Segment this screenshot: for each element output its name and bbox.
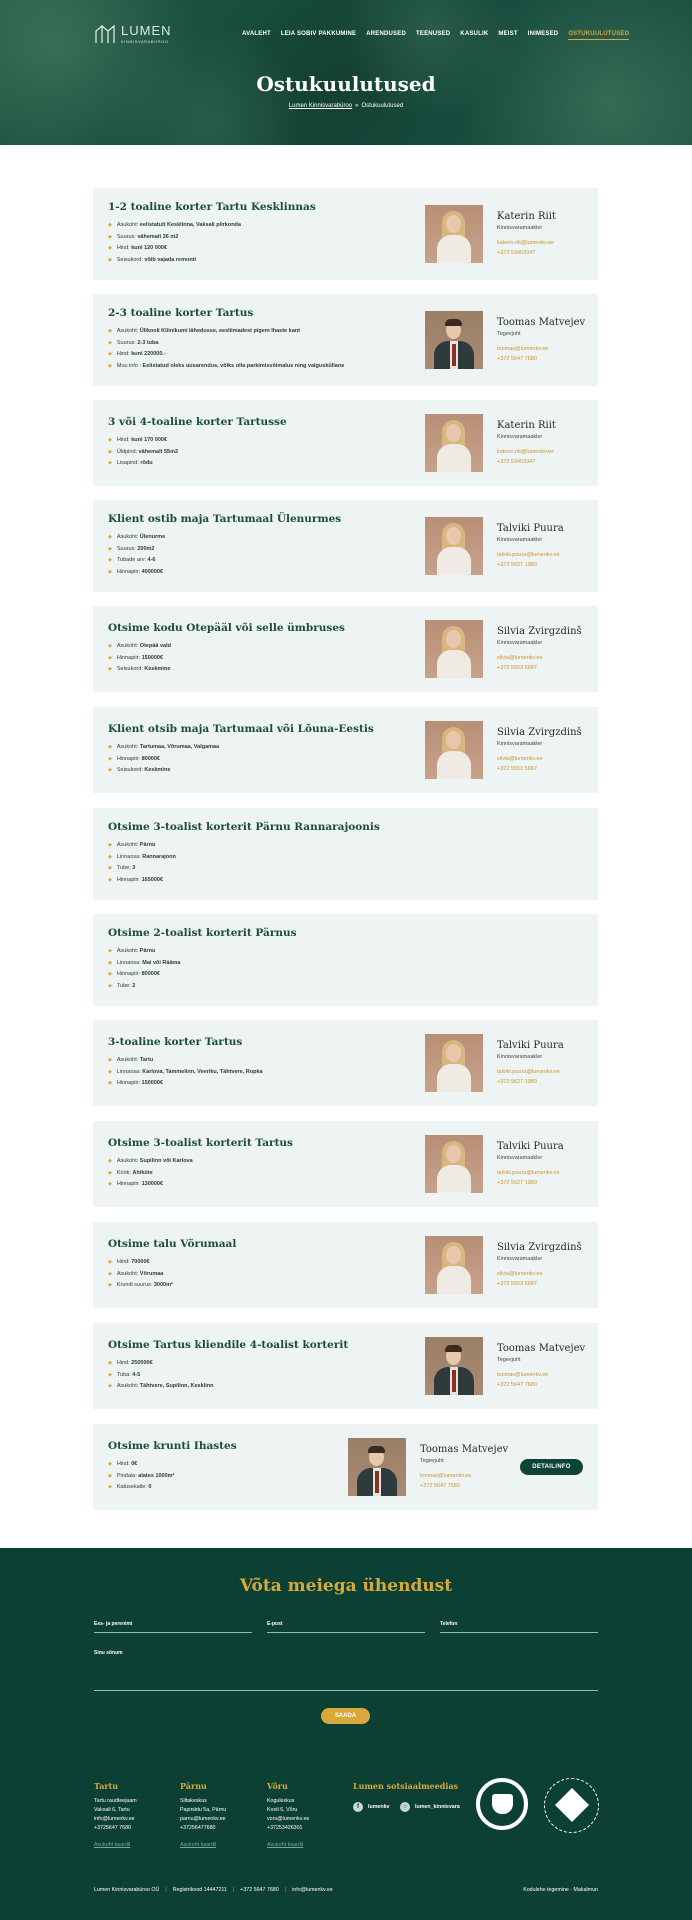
agent-photo <box>425 1135 483 1193</box>
agent-photo <box>425 311 483 369</box>
listing-card <box>93 400 598 486</box>
listing-title[interactable]: Otsime 3-toalist korterit Pärnu Rannarajoonis <box>108 821 380 833</box>
agent-phone[interactable]: +372 5647 7680 <box>497 356 537 362</box>
agent-photo <box>425 517 483 575</box>
map-link[interactable]: Asukoht kaardil <box>267 1842 304 1848</box>
agent-phone[interactable]: +372 5553 5687 <box>497 665 537 671</box>
agent-phone[interactable]: +372 5627 1989 <box>497 1180 537 1186</box>
listing-detail-item: ◆ Suurus: 2-3 tuba <box>108 339 344 351</box>
listing-title[interactable]: 3 või 4-toaline korter Tartusse <box>108 416 287 428</box>
listing-detail-item: ◆ Pindala: alates 1000m² <box>108 1472 174 1484</box>
listing-detail-item: ◆ Linnaosa: Rannarajoon <box>108 853 176 865</box>
nav-avaleht[interactable]: AVALEHT <box>242 31 271 37</box>
listing-card <box>93 1020 598 1106</box>
agent-role: Tegevjuht <box>497 331 521 337</box>
listing-details <box>108 1258 173 1293</box>
agent-photo <box>425 414 483 472</box>
listing-detail-item: ◆ Hinnapiir: 400000€ <box>108 568 165 580</box>
office-line: Siltakeskus <box>180 1798 207 1804</box>
association-badge-icon <box>544 1778 599 1833</box>
listing-details <box>108 841 176 887</box>
office-voru <box>267 1781 309 1851</box>
agent-name: Talviki Puura <box>497 523 564 534</box>
listing-detail-item: ◆ Köök: Ahiküte <box>108 1169 193 1181</box>
agent-role: Kinnisvaramaakler <box>497 1155 543 1161</box>
footer-company: Lumen Kinnisvarabüroo OÜ <box>94 1887 160 1893</box>
listing-card <box>93 1424 598 1510</box>
office-line: Vaksali 6, Tartu <box>94 1807 130 1813</box>
send-button[interactable]: SAADA <box>321 1708 370 1724</box>
instagram-icon: ○ <box>400 1802 410 1812</box>
listing-detail-item: ◆ Hinnapiir: 130000€ <box>108 1180 193 1192</box>
listing-detail-item: ◆ Suurus: 200m2 <box>108 545 165 557</box>
footer-reg: Registrikood 14447211 <box>172 1887 227 1893</box>
map-link[interactable]: Asukoht kaardil <box>180 1842 217 1848</box>
nav-leia-sobiv-pakkumine[interactable]: LEIA SOBIV PAKKUMINE <box>280 31 357 37</box>
agent-role: Kinnisvaramaakler <box>497 434 543 440</box>
listing-card <box>93 1222 598 1308</box>
agent-role: Kinnisvaramaakler <box>497 225 543 231</box>
listing-details <box>108 327 344 373</box>
listing-detail-item: ◆ Asukoht: Pärnu <box>108 841 176 853</box>
logo-name: LUMEN <box>121 22 172 38</box>
nav-teenused[interactable]: TEENUSED <box>416 31 451 37</box>
listing-detail-item: ◆ Tuba: 4-5 <box>108 1371 213 1383</box>
listing-detail-item: ◆ Lisapind: rõdu <box>108 459 178 471</box>
page-title: Ostukuulutused <box>256 72 436 96</box>
office-line: Koguleskus <box>267 1798 295 1804</box>
social-title: Lumen sotsiaalmeedias <box>353 1781 459 1791</box>
listing-title[interactable]: Otsime Tartus kliendile 4-toalist korterit <box>108 1339 349 1351</box>
listing-detail-item: ◆ Tube: 3 <box>108 864 176 876</box>
office-city: Võru <box>267 1781 288 1791</box>
agent-photo <box>425 721 483 779</box>
contact-section <box>0 1548 692 1920</box>
agent-email[interactable]: silvia@lumenkv.ee <box>497 655 543 661</box>
agent-email[interactable]: toomas@lumenkv.ee <box>420 1473 472 1479</box>
agent-name: Talviki Puura <box>497 1141 564 1152</box>
agent-name: Katerin Riit <box>497 211 556 222</box>
listing-details <box>108 1460 174 1495</box>
listing-detail-item: ◆ Asukoht: Tartumaa, Võrumaa, Valgamaa <box>108 743 219 755</box>
listing-details <box>108 1157 193 1192</box>
office-line: Tartu raudteejaam <box>94 1798 137 1804</box>
agent-name: Katerin Riit <box>497 420 556 431</box>
agent-phone[interactable]: +372 5553 5687 <box>497 766 537 772</box>
office-city: Tartu <box>94 1781 119 1791</box>
message-field-label: Sinu sõnum <box>94 1650 123 1656</box>
nav-kasulik[interactable]: KASULIK <box>460 31 489 37</box>
listing-detail-item: ◆ Hind: 0€ <box>108 1460 174 1472</box>
listing-details <box>108 947 180 993</box>
agent-role: Tegevjuht <box>420 1458 444 1464</box>
agent-role: Kinnisvaramaakler <box>497 1256 543 1262</box>
main-nav <box>242 31 639 40</box>
listing-card <box>93 500 598 592</box>
listing-details <box>108 533 165 579</box>
agent-name: Silvia Zvirgzdinš <box>497 626 582 637</box>
office-line: Papiniidu 5a, Pärnu <box>180 1807 227 1813</box>
facebook-icon: f <box>353 1802 363 1812</box>
listing-detail-item: ◆ Krundi suurus: 3000m² <box>108 1281 173 1293</box>
listing-detail-item: ◆ Asukoht: eelistatult Kesklinna, Vaksali piirkonda <box>108 221 241 233</box>
listing-detail-item: ◆ Linnaosa: Mai või Rääma <box>108 959 180 971</box>
agent-name: Toomas Matvejev <box>420 1444 509 1455</box>
listing-details <box>108 436 178 471</box>
agent-role: Kinnisvaramaakler <box>497 640 543 646</box>
listing-detail-item: ◆ Hind: 250000€ <box>108 1359 213 1371</box>
agent-role: Kinnisvaramaakler <box>497 741 543 747</box>
listing-detail-item: ◆ Linnaosa: Karlova, Tammelinn, Veeriku, Tähtvere, Ropka <box>108 1068 263 1080</box>
listing-details <box>108 221 241 267</box>
facebook-link[interactable] <box>353 1802 390 1812</box>
agent-role: Kinnisvaramaakler <box>497 1054 543 1060</box>
agent-email[interactable]: katerin.riit@lumenkv.ee <box>497 449 555 455</box>
office-phone[interactable]: +37253426301 <box>267 1825 303 1831</box>
listing-details <box>108 1359 213 1394</box>
listing-detail-item: ◆ Hind: kuni 120 000€ <box>108 244 241 256</box>
listing-detail-item: ◆ Hinnapiir: 165000€ <box>108 876 176 888</box>
agent-role: Kinnisvaramaakler <box>497 537 543 543</box>
footer-info: Lumen Kinnisvarabüroo OÜ | Registrikood 14447211 | +372 5647 7680 | info@lumenkv.ee <box>94 1887 333 1893</box>
agent-phone[interactable]: +372 53453347 <box>497 459 536 465</box>
email-field-label: E-post <box>267 1621 283 1627</box>
name-field-label: Ees- ja perenimi <box>94 1621 133 1627</box>
listing-card <box>93 606 598 692</box>
agent-name: Toomas Matvejev <box>497 317 586 328</box>
office-email[interactable]: voru@lumenkv.ee <box>267 1816 310 1822</box>
agent-email[interactable]: toomas@lumenkv.ee <box>497 346 549 352</box>
email-field[interactable] <box>267 1632 425 1633</box>
listing-detail-item: ◆ Asukoht: Ülikooli Kliinikumi lähedusse, eesliimadest pigem Ihaste kant <box>108 327 344 339</box>
agent-photo <box>425 1337 483 1395</box>
nav-ostukuulutused[interactable]: OSTUKUULUTUSED <box>568 31 629 40</box>
listing-title[interactable]: Otsime krunti Ihastes <box>108 1440 237 1452</box>
breadcrumb-separator: » <box>355 103 359 109</box>
details-button[interactable]: DETAILINFO <box>520 1459 583 1475</box>
phone-field[interactable] <box>440 1632 598 1633</box>
office-parnu <box>180 1781 226 1851</box>
listing-details <box>108 642 171 677</box>
agent-photo <box>425 1236 483 1294</box>
listing-detail-item: ◆ Suurus: vähemalt 26 m2 <box>108 233 241 245</box>
agent-email[interactable]: talviki.puura@lumenkv.ee <box>497 1069 560 1075</box>
listing-card <box>93 808 598 900</box>
listing-detail-item: ◆ Seisukord: Keskmine <box>108 665 171 677</box>
agent-photo <box>425 620 483 678</box>
listing-detail-item: ◆ Seisukord: Keskmine <box>108 766 219 778</box>
listing-detail-item: ◆ Hind: 70000€ <box>108 1258 173 1270</box>
agent-email[interactable]: talviki.puura@lumenkv.ee <box>497 1170 560 1176</box>
message-field[interactable] <box>94 1690 598 1691</box>
office-email[interactable]: parnu@lumenkv.ee <box>180 1816 226 1822</box>
footer-phone[interactable]: +372 5647 7680 <box>240 1887 279 1893</box>
listing-title[interactable]: Otsime 3-toalist korterit Tartus <box>108 1137 293 1149</box>
listing-detail-item: ◆ Hinnapiir: 80000€ <box>108 970 180 982</box>
phone-field-label: Telefon <box>440 1621 458 1627</box>
breadcrumb-home-link[interactable]: Lumen Kinnisvarabüroo <box>288 103 353 109</box>
listing-detail-item: ◆ Tubade arv: 4-6 <box>108 556 165 568</box>
listing-details <box>108 1056 263 1091</box>
listing-title[interactable]: 1-2 toaline korter Tartu Kesklinnas <box>108 201 316 213</box>
listing-details <box>108 743 219 778</box>
nav-inimesed[interactable]: INIMESED <box>527 31 559 37</box>
footer-email[interactable]: info@lumenkv.ee <box>292 1887 333 1893</box>
quality-badge-icon <box>476 1778 528 1830</box>
listing-detail-item: ◆ Hinnapiir: 150000€ <box>108 654 171 666</box>
agent-phone[interactable]: +372 5647 7680 <box>497 1382 537 1388</box>
listing-detail-item: ◆ Üldpind: vähemalt 55m2 <box>108 448 178 460</box>
listing-detail-item: ◆ Hinnapiir: 150000€ <box>108 1079 263 1091</box>
listing-detail-item: ◆ Asukoht: Tartu <box>108 1056 263 1068</box>
agent-phone[interactable]: +372 5627 1989 <box>497 562 537 568</box>
footer-credit[interactable]: Kodulehe tegemine - Makalmun <box>523 1887 598 1893</box>
agent-photo <box>425 1034 483 1092</box>
hero-header <box>0 0 692 145</box>
agent-photo <box>348 1438 406 1496</box>
logo-sub: KINNISVARABÜROO <box>121 38 169 44</box>
listing-card <box>93 188 598 280</box>
agent-phone[interactable]: +372 5627 1989 <box>497 1079 537 1085</box>
listing-card <box>93 1121 598 1207</box>
agent-email[interactable]: katerin.riit@lumenkv.ee <box>497 240 555 246</box>
agent-name: Talviki Puura <box>497 1040 564 1051</box>
map-link[interactable]: Asukoht kaardil <box>94 1842 131 1848</box>
listing-detail-item: ◆ Hind: kuni 170 000€ <box>108 436 178 448</box>
logo-house-icon <box>94 23 116 45</box>
listing-detail-item: ◆ Tube: 2 <box>108 982 180 994</box>
agent-email[interactable]: talviki.puura@lumenkv.ee <box>497 552 560 558</box>
agent-name: Toomas Matvejev <box>497 1343 586 1354</box>
agent-name: Silvia Zvirgzdinš <box>497 1242 582 1253</box>
listing-title[interactable]: Otsime talu Võrumaal <box>108 1238 237 1250</box>
contact-title: Võta meiega ühendust <box>239 1576 453 1596</box>
office-phone[interactable]: +37256477680 <box>180 1825 216 1831</box>
name-field[interactable] <box>94 1632 252 1633</box>
listing-card <box>93 1323 598 1409</box>
office-tartu <box>94 1781 137 1851</box>
logo[interactable] <box>94 22 172 46</box>
nav-arendused[interactable]: ARENDUSED <box>366 31 406 37</box>
listing-title[interactable]: Klient otsib maja Tartumaal või Lõuna-Eestis <box>108 723 374 735</box>
listing-title[interactable]: 3-toaline korter Tartus <box>108 1036 243 1048</box>
listing-detail-item: ◆ Asukoht: Otepää vald <box>108 642 171 654</box>
agent-phone[interactable]: +372 53453347 <box>497 250 536 256</box>
agent-email[interactable]: silvia@lumenkv.ee <box>497 1271 543 1277</box>
listing-detail-item: ◆ Katusekalle: 0 <box>108 1483 174 1495</box>
facebook-label: lumenkv <box>368 1804 390 1810</box>
breadcrumb <box>0 103 692 109</box>
agent-photo <box>425 205 483 263</box>
agent-role: Tegevjuht <box>497 1357 521 1363</box>
agent-email[interactable]: silvia@lumenkv.ee <box>497 756 543 762</box>
listing-card <box>93 294 598 386</box>
listing-detail-item: ◆ Asukoht: Võrumaa <box>108 1270 173 1282</box>
agent-phone[interactable]: +372 5553 5687 <box>497 1281 537 1287</box>
listing-detail-item: ◆ Seisukord: võib vajada remonti <box>108 256 241 268</box>
listing-detail-item: ◆ Asukoht: Ülenurme <box>108 533 165 545</box>
listing-detail-item: ◆ Muu info : Eelistatud oleks uusarendus, võiks olla parkimisvõimalus ning valgusküllane <box>108 362 344 374</box>
listing-title[interactable]: Klient ostib maja Tartumaal Ülenurmes <box>108 513 342 525</box>
office-email[interactable]: info@lumenkv.ee <box>94 1816 135 1822</box>
listing-title[interactable]: Otsime 2-toalist korterit Pärnus <box>108 927 297 939</box>
agent-email[interactable]: toomas@lumenkv.ee <box>497 1372 549 1378</box>
office-city: Pärnu <box>180 1781 207 1791</box>
listing-title[interactable]: 2-3 toaline korter Tartus <box>108 307 254 319</box>
nav-meist[interactable]: MEIST <box>498 31 518 37</box>
agent-phone[interactable]: +372 5647 7680 <box>420 1483 460 1489</box>
instagram-link[interactable] <box>400 1802 460 1812</box>
agent-name: Silvia Zvirgzdinš <box>497 727 582 738</box>
instagram-label: lumen_kinnisvara <box>415 1804 460 1810</box>
listing-title[interactable]: Otsime kodu Otepääl või selle ümbruses <box>108 622 345 634</box>
office-line: Kooli 6, Võru <box>267 1807 298 1813</box>
listing-detail-item: ◆ Asukoht: Supilinn või Karlova <box>108 1157 193 1169</box>
listing-card <box>93 914 598 1006</box>
office-phone[interactable]: +3725647 7680 <box>94 1825 131 1831</box>
listing-detail-item: ◆ Hind: kuni 220000.- <box>108 350 344 362</box>
listing-card <box>93 707 598 793</box>
listing-detail-item: ◆ Asukoht: Tähtvere, Supilinn, Kesklinn <box>108 1382 213 1394</box>
listing-detail-item: ◆ Hinnapiir: 80000€ <box>108 755 219 767</box>
listing-detail-item: ◆ Asukoht: Pärnu <box>108 947 180 959</box>
breadcrumb-current: Ostukuulutused <box>361 103 404 109</box>
